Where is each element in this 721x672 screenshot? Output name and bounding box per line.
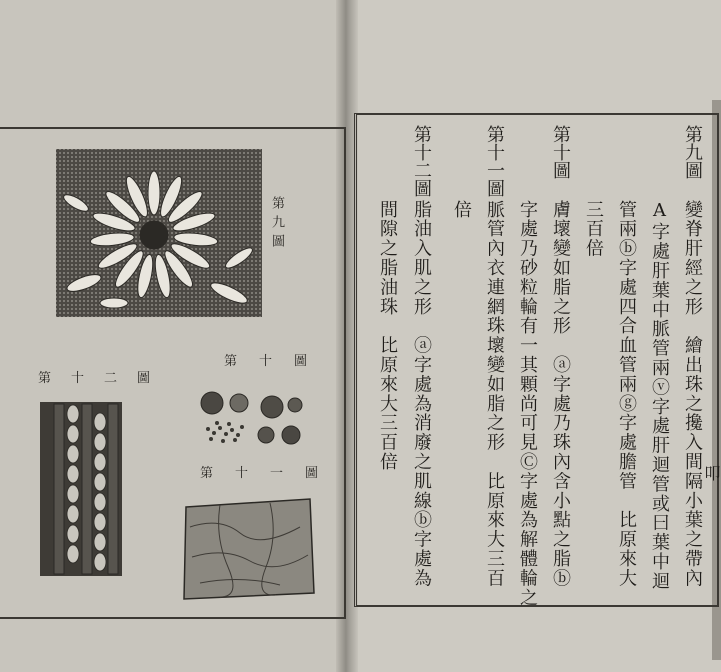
heading-figure-11: 第十一圖	[484, 125, 505, 197]
figure-9-illustration	[54, 143, 264, 321]
text-line: 管兩ⓑ字處四合血管兩ⓖ字處膽管 比原來大	[616, 200, 637, 588]
figure-11-illustration	[180, 497, 318, 603]
text-line: 間隙之脂油珠 比原來大三百倍	[377, 200, 398, 472]
caption-figure-12: 第十二圖	[38, 371, 171, 386]
heading-figure-9: 第九圖	[682, 125, 703, 179]
text-line: 變脊肝經之形 繪出珠之攙入間隔小葉之帶內	[682, 200, 703, 588]
figure-10-illustration	[196, 385, 306, 453]
caption-figure-9: 第九圖	[269, 196, 284, 253]
text-line: 倍	[451, 200, 472, 220]
heading-figure-12: 第十二圖	[411, 125, 432, 197]
edge-character: 叩	[702, 465, 721, 481]
figure-12-illustration	[38, 400, 124, 578]
text-line: 脈管內衣連網珠壞變如脂之形 比原來大三百	[484, 200, 505, 588]
text-line: 脂油入肌之形 ⓐ字處為消廢之肌線ⓑ字處為	[411, 200, 432, 588]
text-line: 三百倍	[583, 200, 604, 259]
caption-figure-11: 第十一圖	[200, 466, 341, 481]
text-line: A字處肝葉中脈管兩ⓥ字處肝迴管或曰葉中迴	[649, 200, 670, 591]
heading-figure-10: 第十圖	[550, 125, 571, 179]
text-line: 膚壞變如脂之形 ⓐ字處乃珠內含小點之脂ⓑ	[550, 200, 571, 588]
caption-figure-10: 第十圖	[224, 354, 330, 369]
text-line: 字處乃砂粒輪有一其顆尚可見Ⓒ字處為解體輪之	[517, 200, 538, 608]
